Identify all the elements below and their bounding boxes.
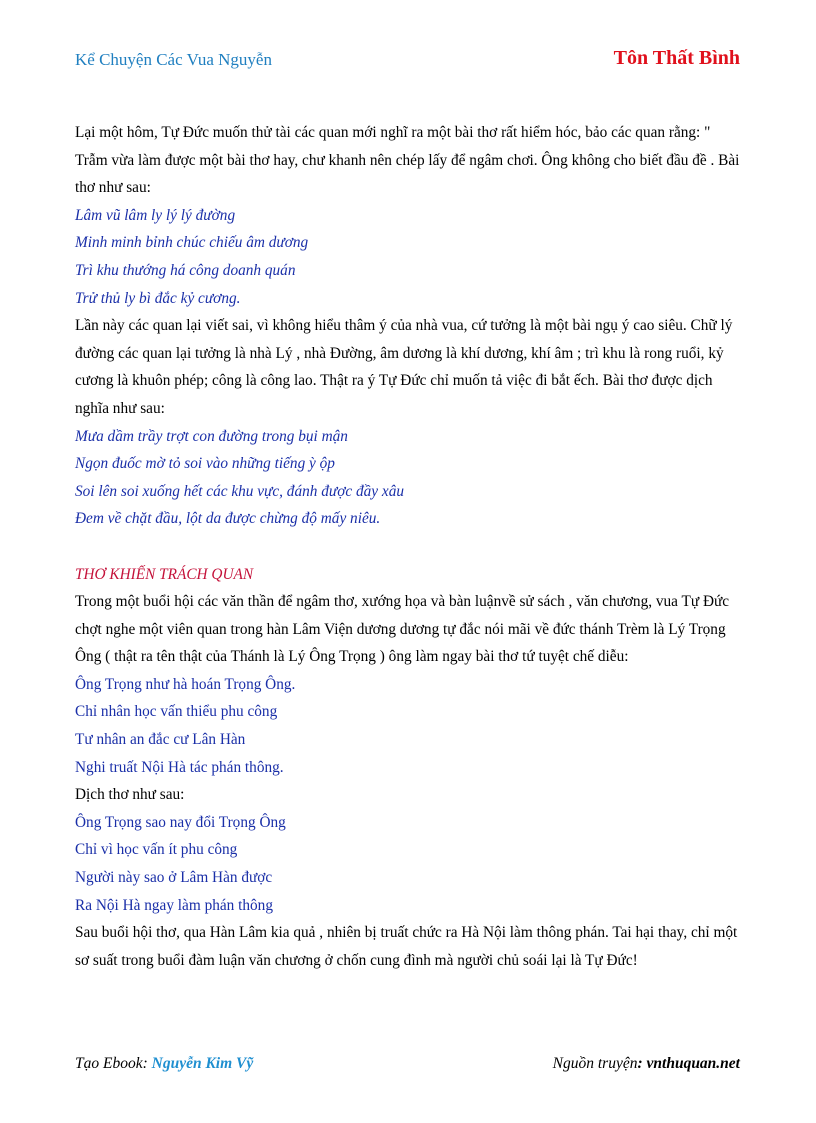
source-site: vnthuquan.net [646,1055,740,1072]
poem-2-line: Chỉ nhân học vấn thiểu phu công [75,703,278,721]
translation-1-line: Đem về chặt đầu, lột da được chừng độ mấy niêu. [75,510,381,528]
ebook-creator-name: Nguyễn Kim Vỹ [151,1055,254,1072]
translation-2-line: Chỉ vì học vấn ít phu công [75,841,238,859]
translation-2 [75,809,743,919]
poem-2-line: Nghi truất Nội Hà tác phán thông. [75,758,284,776]
book-title: Kể Chuyện Các Vua Nguyễn [75,50,272,69]
ebook-label: Tạo Ebook [75,1055,143,1072]
source-label: Nguồn truyện [552,1055,638,1072]
poem-2-line: Tư nhân an đắc cư Lân Hàn [75,731,246,749]
translation-1 [75,423,743,533]
translation-1-line: Ngọn đuốc mờ tỏ soi vào những tiếng ỳ ộp [75,455,335,473]
poem-1-line: Trử thủ ly bì đắc kỷ cương. [75,289,241,307]
translation-2-line: Người này sao ở Lâm Hàn được [75,869,273,887]
poem-2 [75,671,743,781]
translation-2-line: Ông Trọng sao nay đổi Trọng Ông [75,813,286,831]
poem-1-line: Lâm vũ lâm ly lý lý đường [75,206,236,224]
source-separator: : [637,1055,647,1072]
page-content [75,119,743,974]
section-intro-paragraph: Trong một buổi hội các văn thần để ngâm thơ, xướng họa và bàn luậnvề sử sách , văn chương, vua Tự Đức chợt nghe một viên quan trong hàn Lâm Viện dương dương tự đắc nói mãi về đức thánh Trèm là Lý Trọng Ông ( thật ra tên thật của Thánh là Lý Ông Trọng ) ông làm ngay bài thơ tứ tuyệt chế diễu: [75,593,730,666]
explanation-paragraph: Lần này các quan lại viết sai, vì không hiểu thâm ý của nhà vua, cứ tưởng là một bài ngụ ý cao siêu. Chữ lý đường các quan lại tưởng là nhà Lý , nhà Đường, âm dương là khí dương, khí âm ; trì khu là rong ruổi, kỷ cương là khuôn phép; công là công lao. Thật ra ý Tự Đức chỉ muốn tả việc đi bắt ếch. Bài thơ được dịch nghĩa như sau: [75,317,733,417]
poem-1-line: Trì khu thướng há công doanh quán [75,261,296,279]
translation-label: Dịch thơ như sau: [75,786,185,804]
author-name: Tôn Thất Bình [613,47,740,69]
section-title: THƠ KHIẾN TRÁCH QUAN [75,565,254,583]
footer-ebook-credit [75,1055,253,1073]
translation-2-line: Ra Nội Hà ngay làm phán thông [75,896,273,914]
footer-source-credit [553,1055,740,1073]
translation-1-line: Soi lên soi xuống hết các khu vực, đánh được đầy xâu [75,482,404,500]
translation-1-line: Mưa dầm trầy trợt con đường trong bụi mận [75,427,348,445]
conclusion-paragraph: Sau buổi hội thơ, qua Hàn Lâm kia quả , nhiên bị truất chức ra Hà Nội làm thông phán. Tai hại thay, chỉ một sơ suất trong buổi đàm luận văn chương ở chốn cung đình mà người chủ soái lại là Tự Đức! [75,924,738,969]
poem-1-line: Minh minh bỉnh chúc chiếu âm dương [75,234,309,252]
intro-paragraph: Lại một hôm, Tự Đức muốn thử tài các quan mới nghĩ ra một bài thơ rất hiểm hóc, bảo các quan rằng: " Trẫm vừa làm được một bài thơ hay, chư khanh nên chép lấy để ngâm chơi. Ông không cho biết đầu đề . Bài thơ như sau: [75,124,740,197]
ebook-separator: : [142,1055,152,1072]
poem-2-line: Ông Trọng như hà hoán Trọng Ông. [75,675,296,693]
poem-1 [75,202,743,312]
